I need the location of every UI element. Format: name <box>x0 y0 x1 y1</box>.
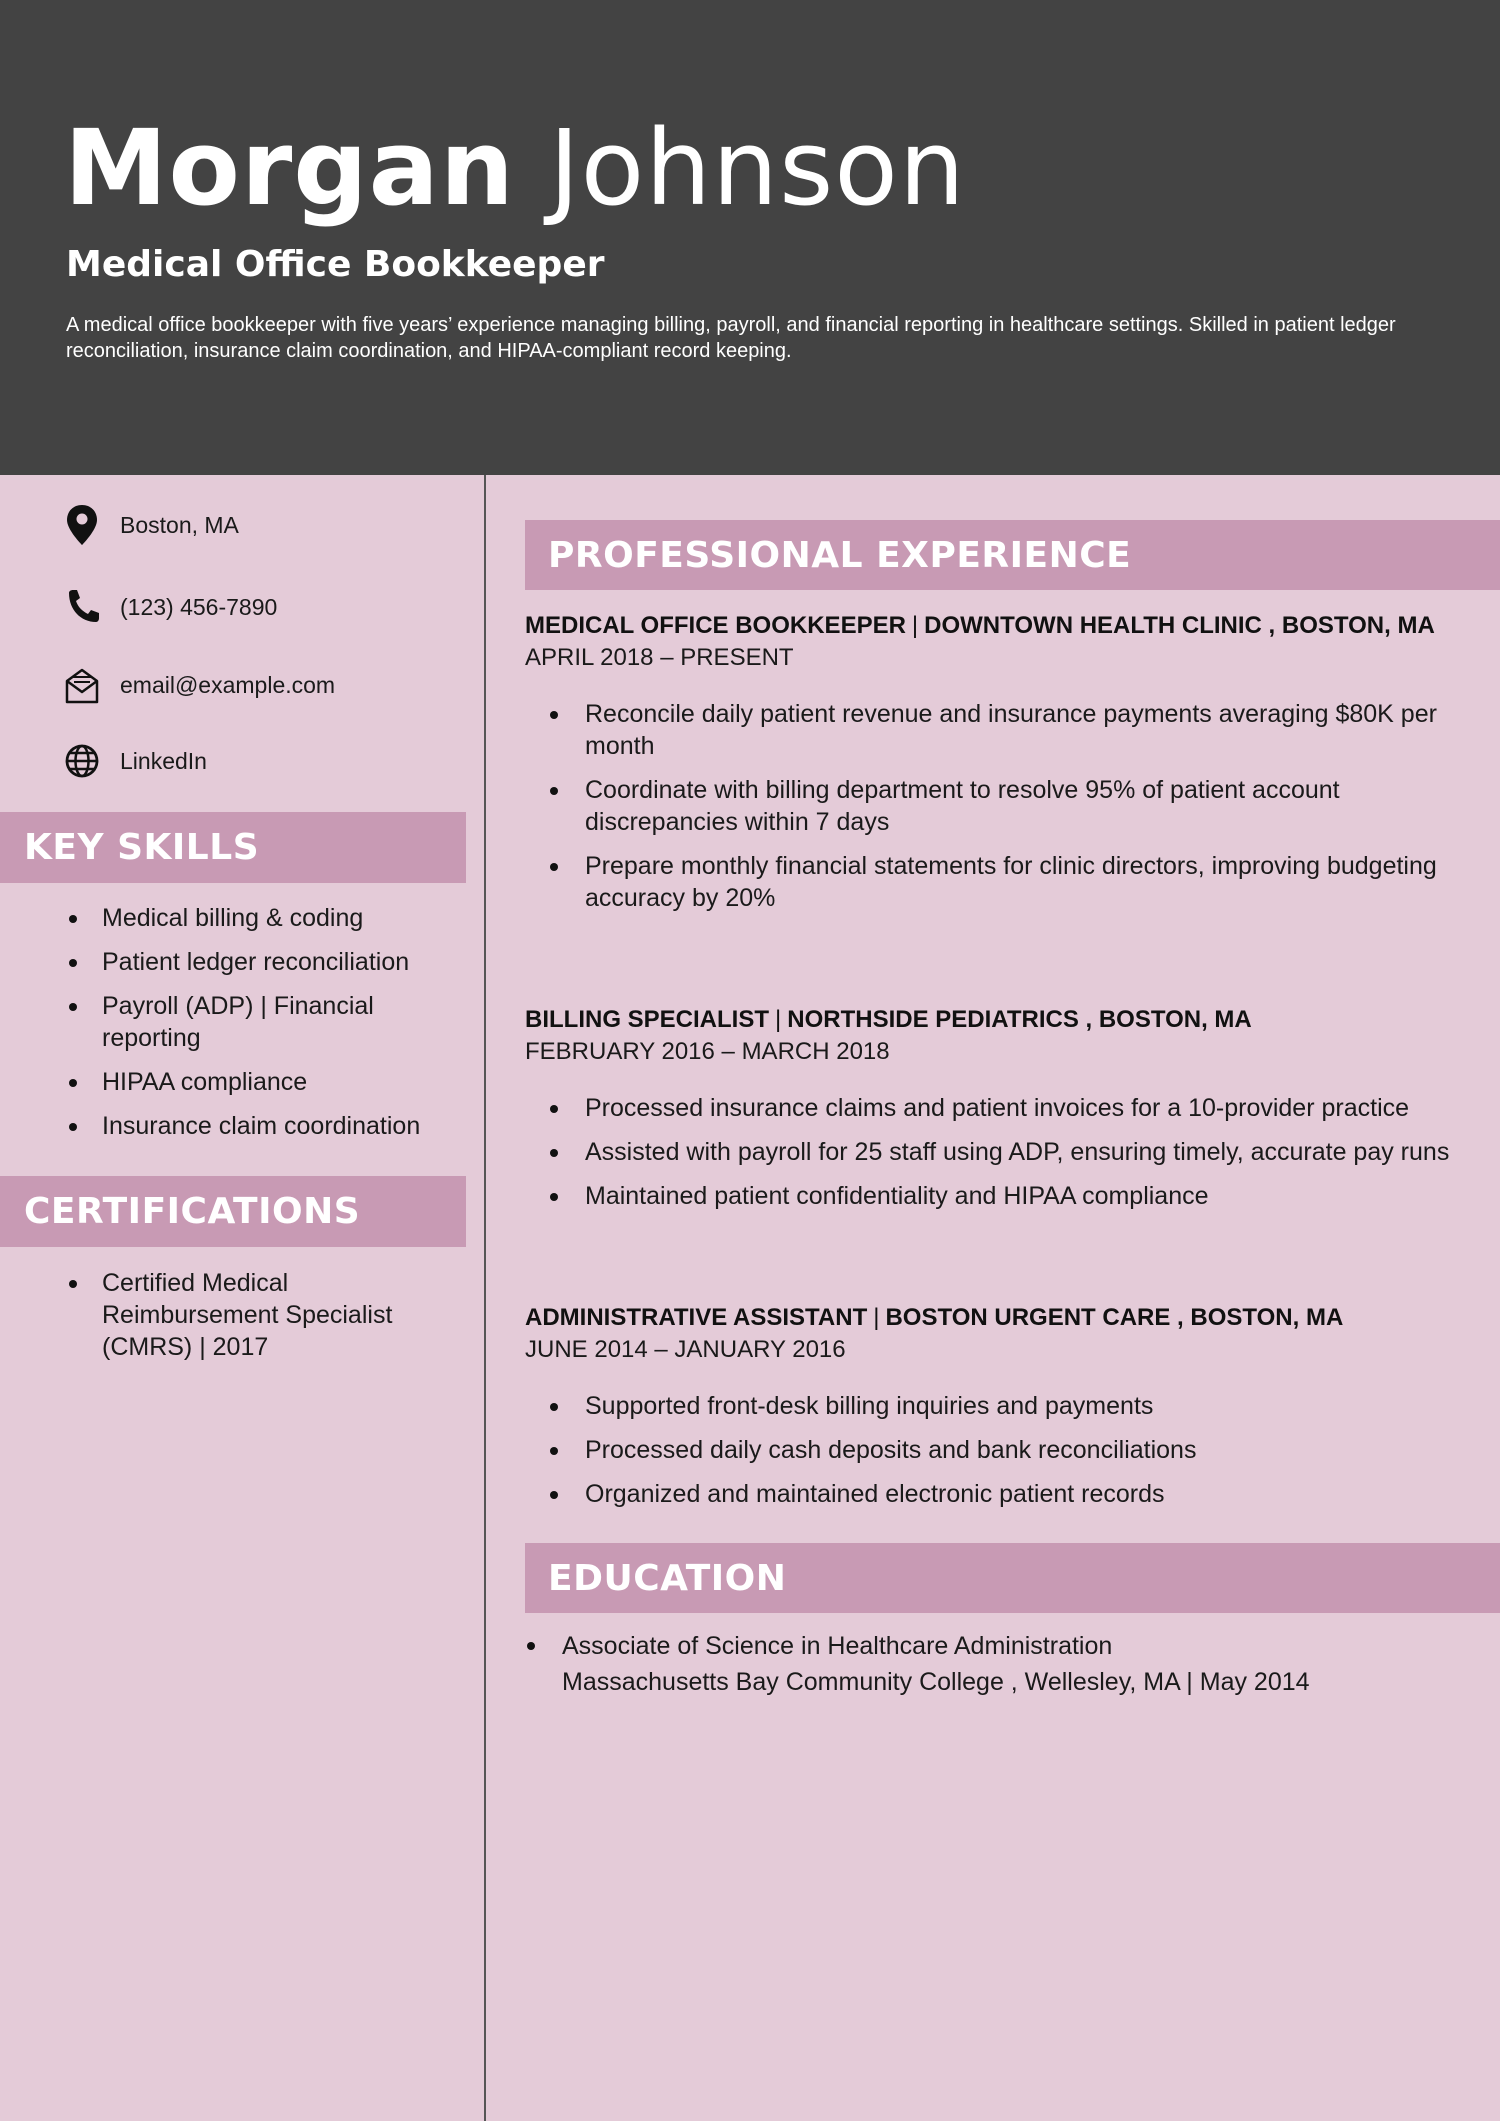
list-item: Assisted with payroll for 25 staff using ADP, ensuring timely, accurate pay runs <box>525 1136 1465 1168</box>
list-item: Reconcile daily patient revenue and insurance payments averaging $80K per month <box>525 698 1465 762</box>
list-item: Coordinate with billing department to resolve 95% of patient account discrepancies within 7 days <box>525 774 1465 838</box>
email-text[interactable]: email@example.com <box>120 671 336 698</box>
certifications-list <box>64 1267 424 1375</box>
experience-heading: PROFESSIONAL EXPERIENCE <box>525 520 1500 590</box>
education-heading: EDUCATION <box>525 1543 1500 1613</box>
job-entry <box>525 1302 1465 1522</box>
contact-location <box>64 500 239 550</box>
list-item: Organized and maintained electronic patient records <box>525 1478 1465 1510</box>
job-dates: FEBRUARY 2016 – MARCH 2018 <box>525 1038 890 1065</box>
job-role: BILLING SPECIALIST <box>525 1006 770 1033</box>
list-item: Patient ledger reconciliation <box>64 946 464 978</box>
job-employer: NORTHSIDE PEDIATRICS , BOSTON, MA <box>787 1006 1252 1033</box>
list-item: Payroll (ADP) | Financial reporting <box>64 990 464 1054</box>
job-heading <box>525 1004 1465 1036</box>
contact-linkedin <box>64 736 207 786</box>
list-item: Prepare monthly financial statements for clinic directors, improving budgeting accuracy by 20% <box>525 850 1465 914</box>
job-employer: BOSTON URGENT CARE , BOSTON, MA <box>885 1304 1344 1331</box>
education-entry <box>525 1628 1465 1700</box>
last-name: Johnson <box>548 107 966 229</box>
resume-header <box>0 0 1500 475</box>
envelope-icon <box>64 663 100 707</box>
location-text: Boston, MA <box>120 511 239 538</box>
linkedin-link[interactable]: LinkedIn <box>120 747 207 774</box>
job-separator: | <box>873 1304 880 1331</box>
job-bullets <box>525 1390 1465 1510</box>
job-bullets <box>525 1092 1465 1212</box>
phone-text: (123) 456-7890 <box>120 593 278 620</box>
list-item: Processed insurance claims and patient invoices for a 10-provider practice <box>525 1092 1465 1124</box>
job-heading <box>525 1302 1465 1334</box>
key-skills-list <box>64 902 464 1154</box>
job-separator: | <box>911 612 919 639</box>
column-divider <box>484 475 486 2121</box>
summary: A medical office bookkeeper with five years’ experience managing billing, payroll, and financial reporting in healthcare settings. Skilled in patient ledger reconciliation, insurance claim coordination, and HIPAA-compliant record keeping. <box>66 314 1396 362</box>
list-item: HIPAA compliance <box>64 1066 464 1098</box>
job-title: Medical Office Bookkeeper <box>66 244 605 285</box>
phone-icon <box>64 585 100 629</box>
job-employer: DOWNTOWN HEALTH CLINIC , BOSTON, MA <box>924 612 1435 639</box>
list-item: Processed daily cash deposits and bank reconciliations <box>525 1434 1465 1466</box>
job-entry <box>525 1004 1465 1224</box>
list-item: Certified Medical Reimbursement Specialist (CMRS) | 2017 <box>64 1267 424 1363</box>
list-item: Maintained patient confidentiality and HIPAA compliance <box>525 1180 1465 1212</box>
first-name: Morgan <box>64 107 515 229</box>
map-pin-icon <box>64 503 100 547</box>
job-dates: JUNE 2014 – JANUARY 2016 <box>525 1336 846 1363</box>
list-item: Supported front-desk billing inquiries and payments <box>525 1390 1465 1422</box>
education-item <box>525 1628 1465 1700</box>
certifications-heading: CERTIFICATIONS <box>0 1176 466 1247</box>
job-role: MEDICAL OFFICE BOOKKEEPER <box>525 612 906 639</box>
job-entry <box>525 610 1465 926</box>
job-separator: | <box>775 1006 782 1033</box>
key-skills-heading: KEY SKILLS <box>0 812 466 883</box>
globe-icon <box>64 739 100 783</box>
list-item: Insurance claim coordination <box>64 1110 464 1142</box>
school-line: Massachusetts Bay Community College , Wellesley, MA | May 2014 <box>562 1668 1310 1696</box>
job-role: ADMINISTRATIVE ASSISTANT <box>525 1304 868 1331</box>
job-bullets <box>525 698 1465 914</box>
contact-phone <box>64 582 277 632</box>
job-dates: APRIL 2018 – PRESENT <box>525 644 794 671</box>
degree: Associate of Science in Healthcare Administration <box>562 1632 1113 1660</box>
contact-email <box>64 660 335 710</box>
candidate-name <box>64 108 966 228</box>
job-heading <box>525 610 1465 642</box>
list-item: Medical billing & coding <box>64 902 464 934</box>
